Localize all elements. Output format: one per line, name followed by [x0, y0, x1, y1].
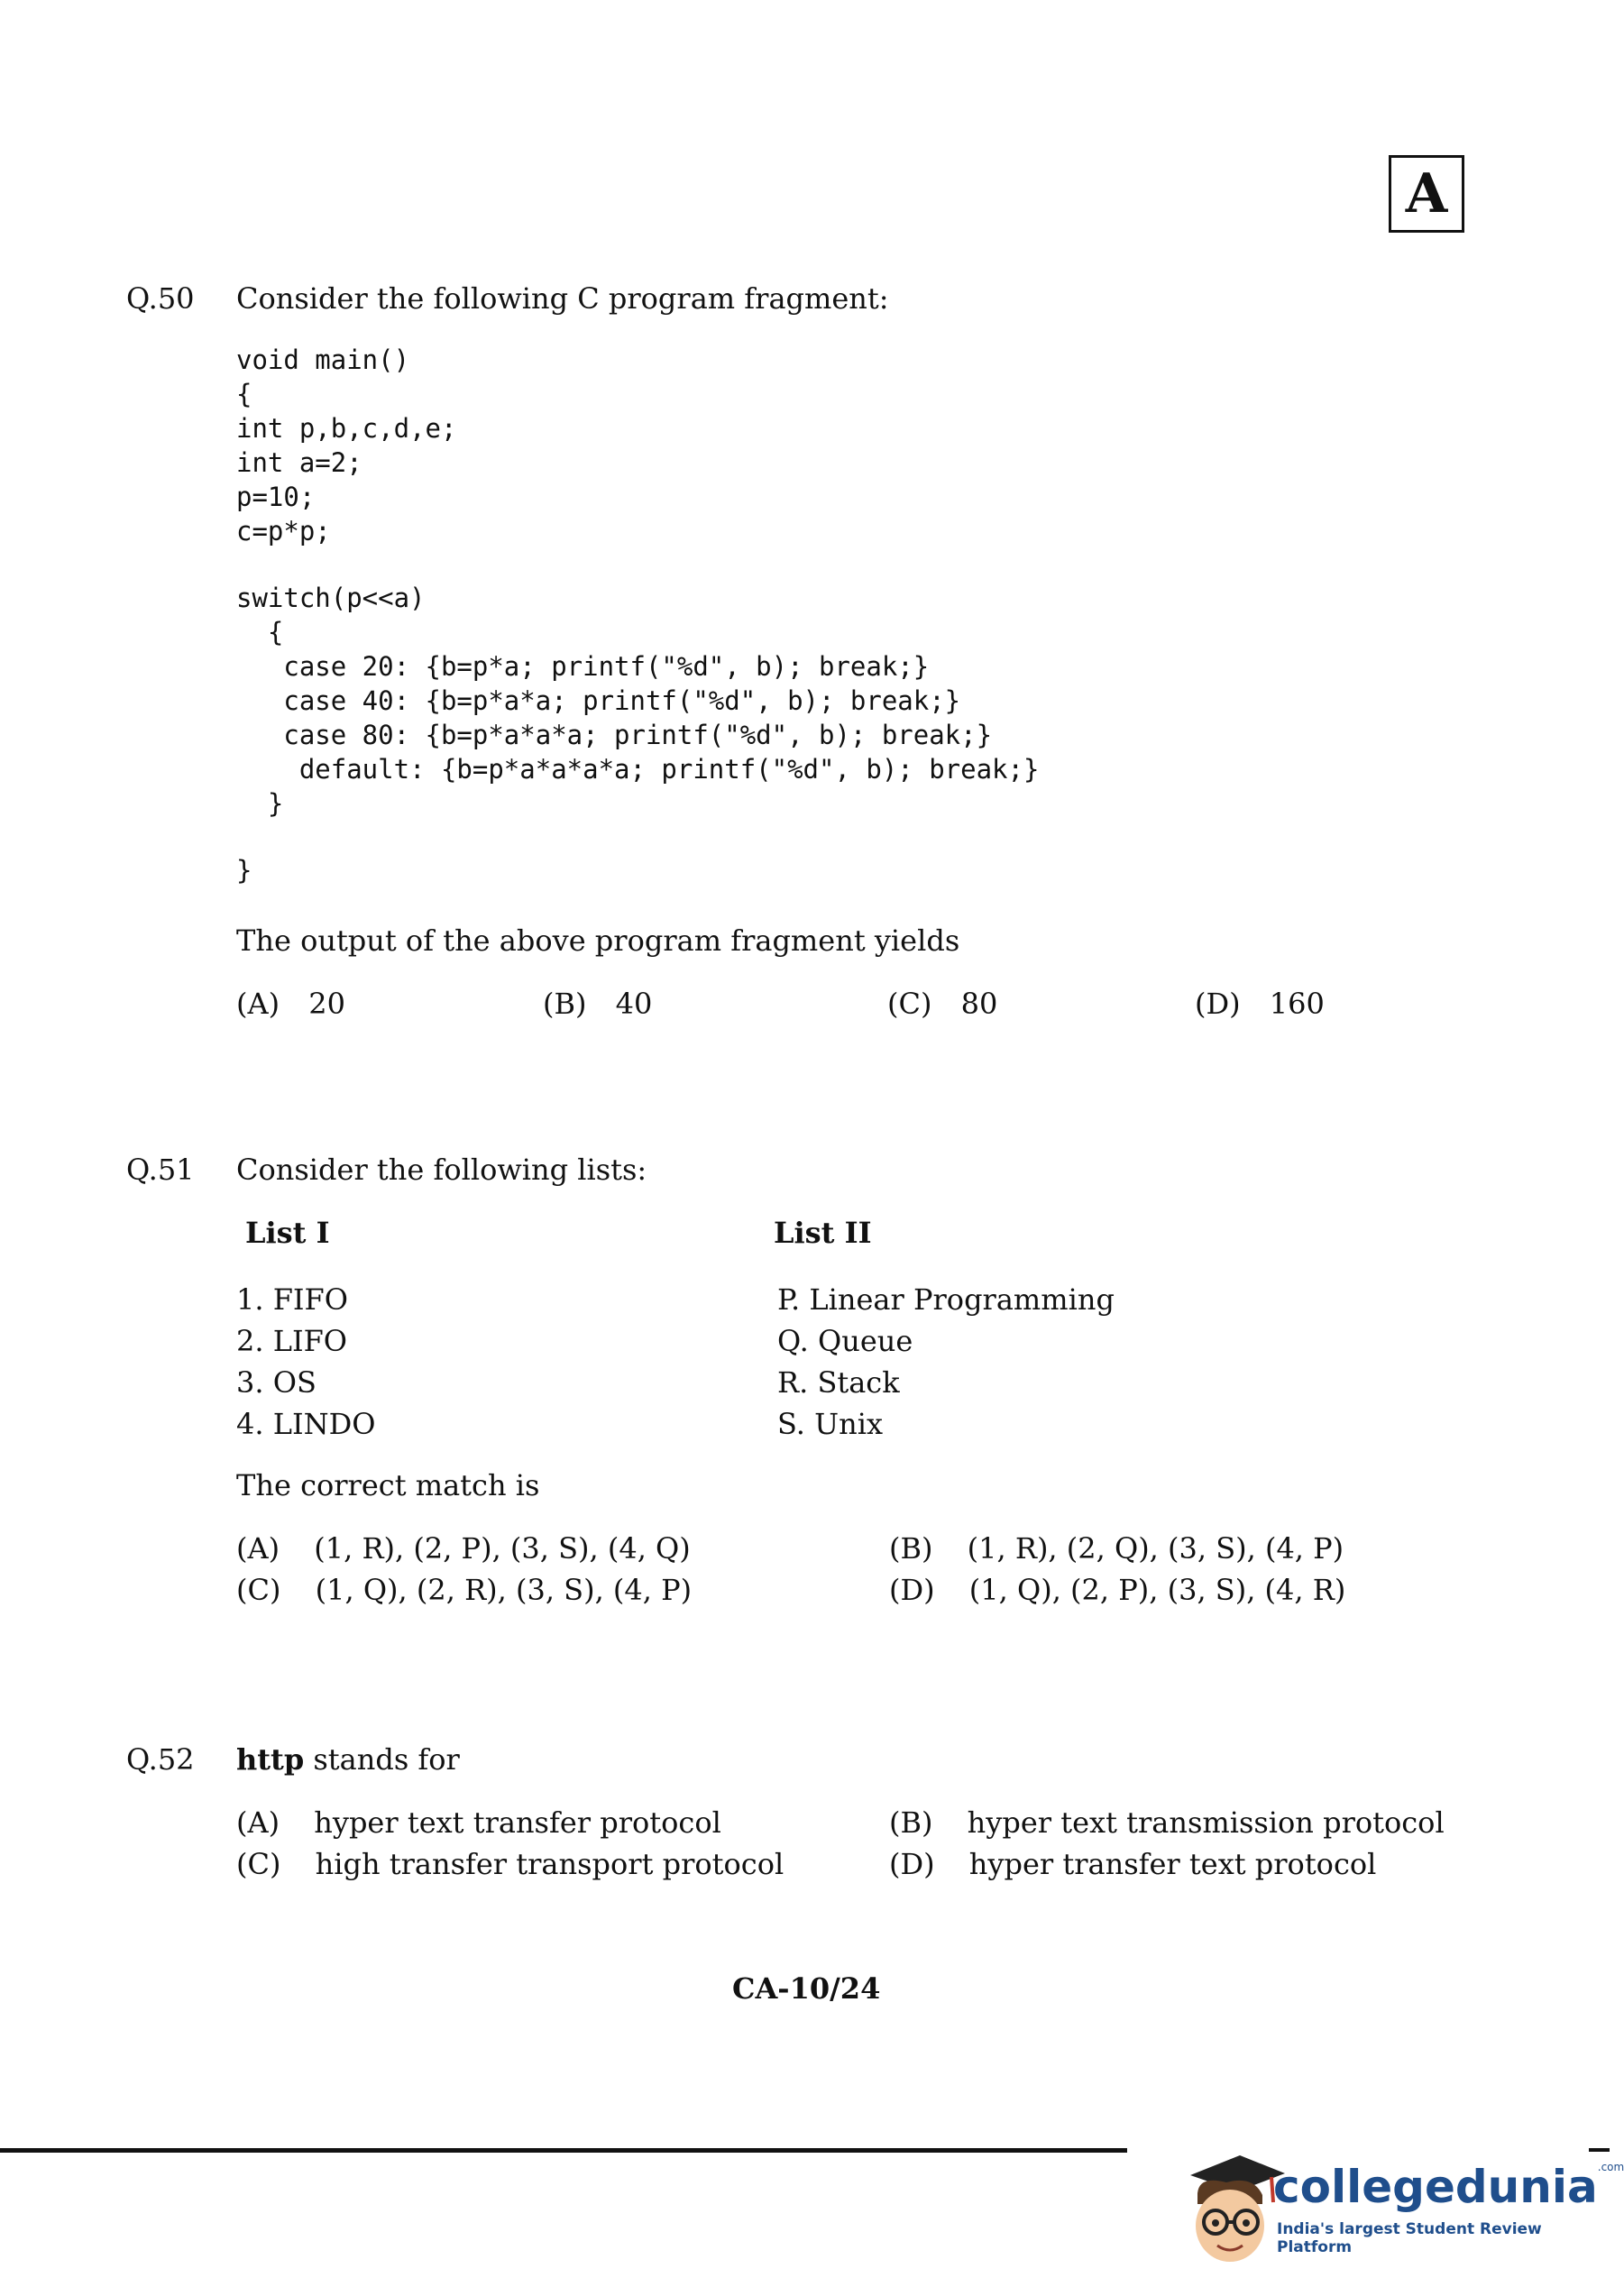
list2 — [777, 1279, 1115, 1445]
option-text: 160 — [1269, 987, 1325, 1021]
option-letter: (B) — [889, 1805, 933, 1840]
option-letter: (D) — [889, 1573, 935, 1607]
option-letter: (C) — [236, 1847, 281, 1881]
q52-option-c — [236, 1847, 784, 1881]
list2-item: P. Linear Programming — [777, 1282, 1115, 1317]
option-text: 80 — [960, 987, 998, 1021]
option-text: (1, Q), (2, R), (3, S), (4, P) — [315, 1573, 693, 1607]
list2-header: List II — [774, 1216, 872, 1250]
code-line: switch(p<<a) — [236, 583, 426, 613]
option-text: 40 — [615, 987, 653, 1021]
code-line: default: {b=p*a*a*a*a; printf("%d", b); break;} — [236, 754, 1040, 785]
option-text: 20 — [308, 987, 345, 1021]
code-line — [236, 550, 1039, 583]
option-letter: (B) — [889, 1531, 933, 1566]
option-letter: (C) — [236, 1573, 281, 1607]
code-line: case 80: {b=p*a*a*a; printf("%d", b); break;} — [236, 720, 993, 750]
list1-item: 4. LINDO — [236, 1407, 376, 1441]
collegedunia-wordmark — [1273, 2161, 1624, 2213]
option-text: (1, R), (2, Q), (3, S), (4, P) — [967, 1531, 1344, 1566]
option-letter: (D) — [1195, 987, 1241, 1021]
option-letter: (A) — [236, 1531, 280, 1566]
q52-prompt-keyword: http — [236, 1742, 305, 1777]
option-letter: (A) — [236, 987, 280, 1021]
q52-prompt — [236, 1742, 460, 1777]
footer-rule — [0, 2148, 1127, 2153]
q51-prompt: Consider the following lists: — [236, 1153, 647, 1187]
list1-header: List I — [245, 1216, 330, 1250]
code-line: void main() — [236, 344, 410, 375]
option-letter: (C) — [887, 987, 932, 1021]
list2-item: R. Stack — [777, 1365, 900, 1400]
code-line: { — [236, 379, 252, 409]
list1 — [236, 1279, 375, 1445]
list1-item: 3. OS — [236, 1365, 317, 1400]
q51-question: The correct match is — [236, 1468, 540, 1502]
code-line: { — [236, 617, 284, 648]
option-letter: (A) — [236, 1805, 280, 1840]
option-text: high transfer transport protocol — [315, 1847, 784, 1881]
option-letter: (D) — [889, 1847, 935, 1881]
q50-option-b — [543, 987, 652, 1021]
q52-prompt-rest: stands for — [304, 1742, 460, 1777]
q50-option-a — [236, 987, 345, 1021]
list1-item: 2. LIFO — [236, 1324, 348, 1358]
logo-tagline: India's largest Student Review Platform — [1277, 2220, 1542, 2256]
logo-name: collegedunia — [1273, 2161, 1598, 2213]
code-line: p=10; — [236, 482, 316, 512]
q50-option-d — [1195, 987, 1325, 1021]
paper-set-badge: A — [1389, 155, 1464, 233]
q52-number: Q.52 — [126, 1742, 195, 1777]
code-line: } — [236, 855, 252, 886]
code-line: int a=2; — [236, 447, 362, 478]
q51-option-d — [889, 1573, 1345, 1607]
code-line — [236, 822, 1039, 855]
q52-option-d — [889, 1847, 1376, 1881]
q51-number: Q.51 — [126, 1153, 195, 1187]
q50-number: Q.50 — [126, 281, 195, 316]
list2-item: Q. Queue — [777, 1324, 913, 1358]
list2-item: S. Unix — [777, 1407, 883, 1441]
q52-option-b — [889, 1805, 1445, 1840]
code-line: case 20: {b=p*a; printf("%d", b); break;} — [236, 651, 930, 682]
option-text: (1, R), (2, P), (3, S), (4, Q) — [314, 1531, 691, 1566]
option-text: (1, Q), (2, P), (3, S), (4, R) — [968, 1573, 1346, 1607]
option-text: hyper text transmission protocol — [967, 1805, 1445, 1840]
q50-question: The output of the above program fragment yields — [236, 923, 960, 958]
footer-tick — [1589, 2148, 1610, 2152]
q52-option-a — [236, 1805, 721, 1840]
option-text: hyper text transfer protocol — [314, 1805, 721, 1840]
q50-code-block — [236, 344, 1039, 889]
q51-option-a — [236, 1531, 691, 1566]
code-line: int p,b,c,d,e; — [236, 413, 457, 444]
code-line: case 40: {b=p*a*a; printf("%d", b); break;} — [236, 685, 961, 716]
page-code: CA-10/24 — [732, 1971, 881, 2006]
list1-item: 1. FIFO — [236, 1282, 348, 1317]
logo-suffix: .com — [1597, 2161, 1624, 2173]
q50-option-c — [887, 987, 997, 1021]
collegedunia-mascot-icon — [1172, 2139, 1289, 2274]
code-line: c=p*p; — [236, 516, 331, 547]
code-line: } — [236, 788, 284, 819]
q51-option-c — [236, 1573, 692, 1607]
q51-option-b — [889, 1531, 1344, 1566]
option-letter: (B) — [543, 987, 587, 1021]
q50-prompt: Consider the following C program fragment: — [236, 281, 889, 316]
option-text: hyper transfer text protocol — [968, 1847, 1377, 1881]
